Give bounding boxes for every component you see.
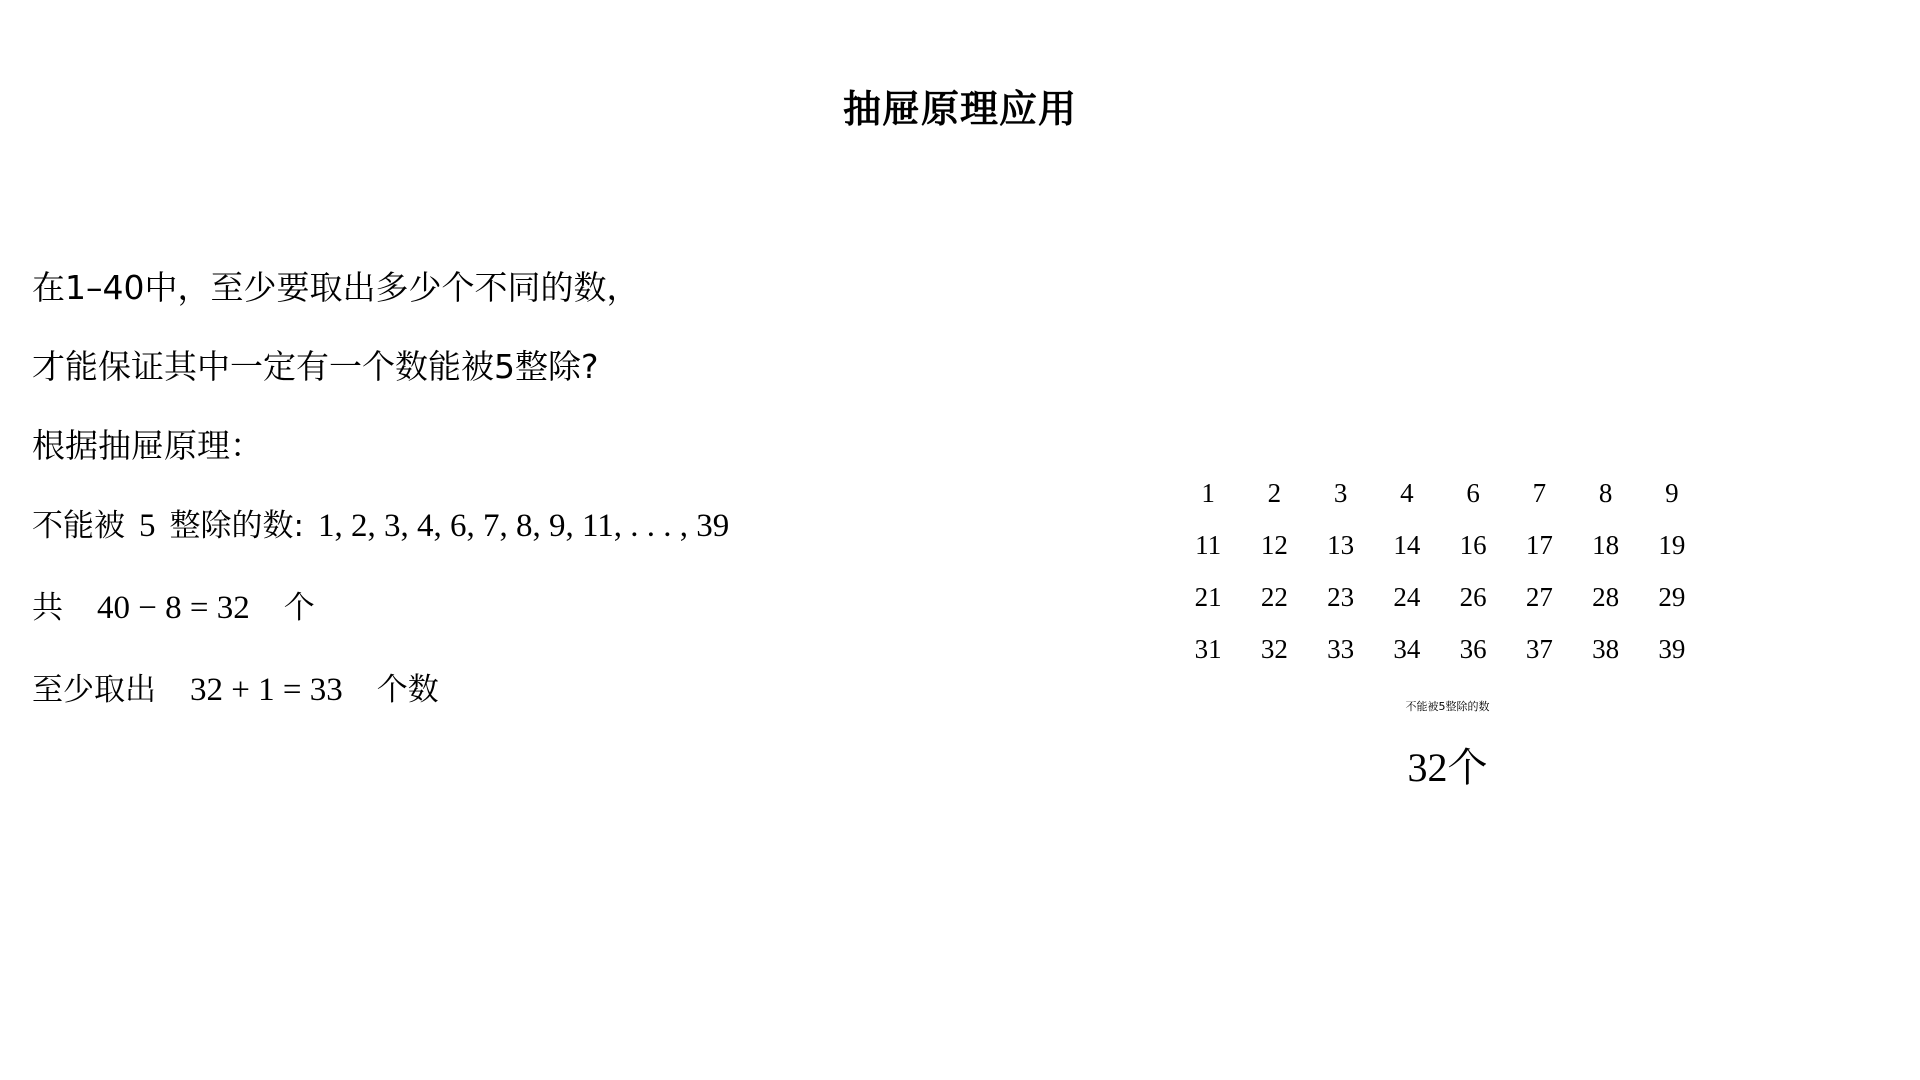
grid-cell: 8 [1598, 478, 1613, 508]
grid-total: 32个 [1407, 745, 1488, 790]
grid-cell: 28 [1592, 582, 1620, 612]
grid-cell: 33 [1327, 634, 1355, 664]
grid-cell: 21 [1194, 582, 1222, 612]
count-label: 共 [32, 590, 63, 626]
grid-cell: 16 [1459, 530, 1487, 560]
grid-cell: 37 [1525, 634, 1553, 664]
page-title: 抽屉原理应用 [842, 87, 1077, 131]
grid-cell: 31 [1194, 634, 1222, 664]
table-row [1175, 624, 1705, 676]
grid-cell: 1 [1201, 478, 1215, 508]
answer-label: 至少取出 [32, 672, 156, 708]
nondivisible-divisor: 5 [139, 508, 156, 544]
grid-cell: 29 [1658, 582, 1686, 612]
table-row [1175, 520, 1705, 572]
answer-line [32, 649, 1032, 731]
grid-cell: 12 [1260, 530, 1288, 560]
nondivisible-numbers-line [32, 485, 1032, 567]
grid-cell: 6 [1466, 478, 1480, 508]
nondivisible-label-prefix: 不能被 [32, 508, 125, 544]
grid-cell: 7 [1532, 478, 1547, 508]
grid-cell: 14 [1393, 530, 1421, 560]
count-unit: 个 [283, 590, 315, 626]
grid-cell: 17 [1525, 530, 1553, 560]
grid-cell: 19 [1658, 530, 1686, 560]
grid-cell: 34 [1393, 634, 1421, 664]
grid-cell: 39 [1658, 634, 1686, 664]
grid-cell: 26 [1459, 582, 1487, 612]
grid-cell: 24 [1393, 582, 1421, 612]
number-grid [1175, 468, 1705, 676]
grid-cell: 38 [1592, 634, 1620, 664]
grid-cell: 13 [1327, 530, 1355, 560]
grid-cell: 23 [1327, 582, 1355, 612]
answer-expression: 32 + 1 = 33 [190, 672, 343, 708]
grid-cell: 27 [1525, 582, 1553, 612]
grid-cell: 3 [1333, 478, 1348, 508]
principle-line: 根据抽屉原理： [32, 426, 263, 465]
nondivisible-number-list: 1, 2, 3, 4, 6, 7, 8, 9, 11, . . . , 39 [317, 508, 730, 544]
grid-caption: 不能被5整除的数 [1405, 700, 1490, 713]
answer-unit: 个数 [376, 672, 439, 708]
grid-cell: 2 [1267, 478, 1282, 508]
count-line [32, 567, 1032, 649]
grid-cell: 22 [1260, 582, 1288, 612]
content-column [32, 248, 1032, 731]
grid-cell: 4 [1400, 478, 1414, 508]
count-expression: 40 − 8 = 32 [97, 590, 250, 626]
nondivisible-label-suffix: 整除的数: [169, 508, 304, 544]
question-line-2: 才能保证其中一定有一个数能被5整除? [32, 347, 599, 386]
grid-cell: 18 [1592, 530, 1620, 560]
grid-cell: 9 [1665, 478, 1679, 508]
grid-cell: 11 [1195, 530, 1222, 560]
table-row [1175, 572, 1705, 624]
grid-cell: 36 [1459, 634, 1487, 664]
number-grid-panel [1175, 468, 1720, 793]
question-line-1: 在1–40中，至少要取出多少个不同的数， [32, 268, 640, 307]
grid-cell: 32 [1260, 634, 1288, 664]
table-row [1175, 468, 1705, 520]
